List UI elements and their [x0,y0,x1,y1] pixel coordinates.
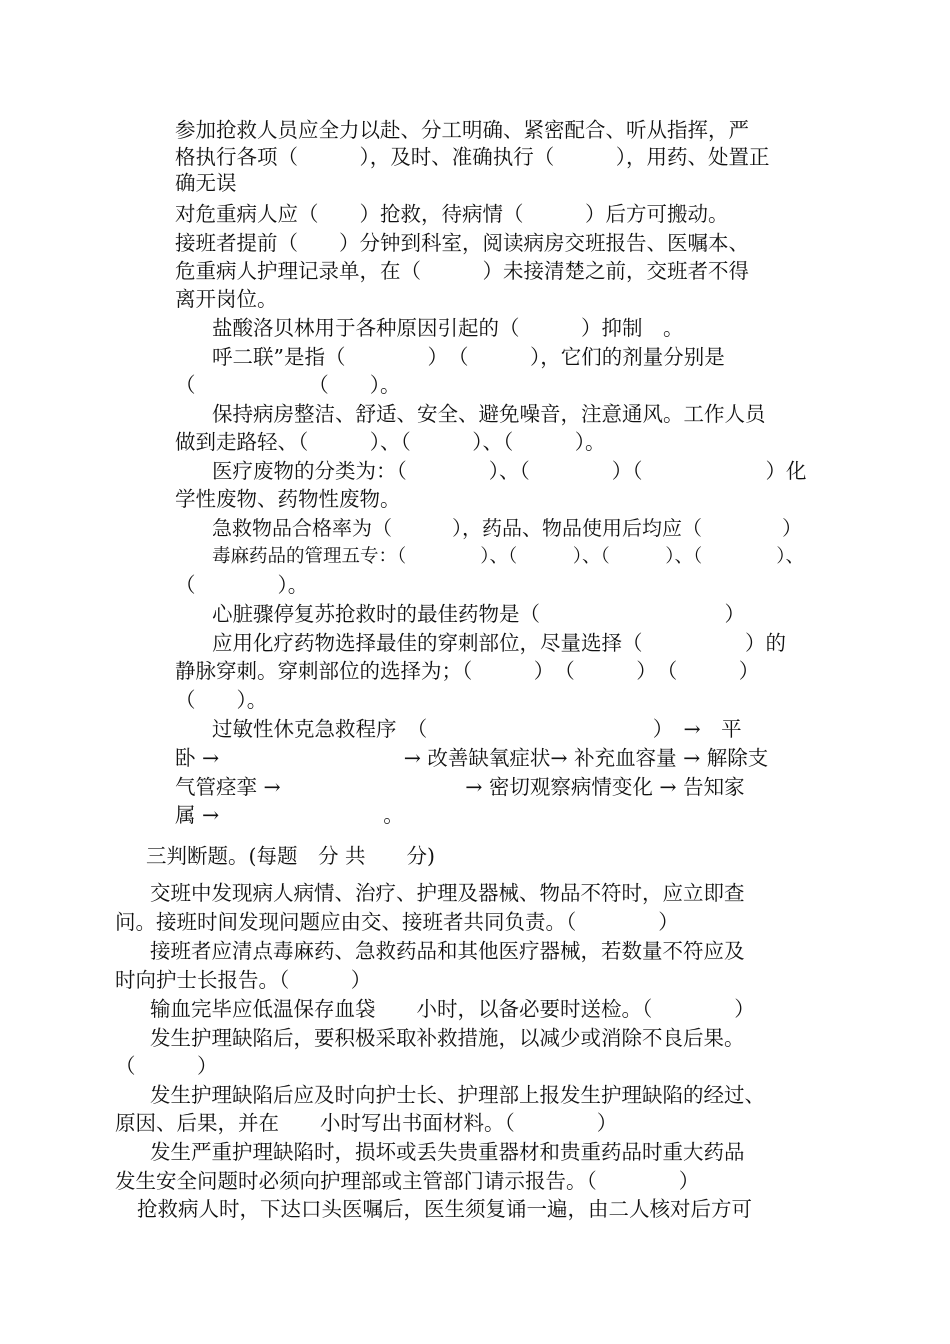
text-line: 心脏骤停复苏抢救时的最佳药物是（ ） [212,602,745,626]
text-line: 确无误 [175,171,237,195]
text-line: （ ）。 [175,688,268,712]
text-line: 离开岗位。 [175,287,278,311]
section-heading: 三判断题。(每题 分 共 分) [146,844,436,868]
text-line: 输血完毕应低温保存血袋 小时，以备必要时送检。（ ） [150,997,755,1021]
text-line: 保持病房整洁、舒适、安全、避免噪音，注意通风。工作人员 [212,402,766,426]
text-line: 接班者提前（ ）分钟到科室，阅读病房交班报告、医嘱本、 [175,231,749,255]
text-line: 呼二联”是指（ ） （ ），它们的剂量分别是 [212,345,725,369]
text-line: 盐酸洛贝林用于各种原因引起的（ ）抑制 。 [212,316,684,340]
text-line: （ （ ）。 [175,373,401,397]
text-line: 抢救病人时，下达口头医嘱后，医生须复诵一遍，由二人核对后方可 [137,1197,752,1221]
text-line: （ ）。 [175,573,309,597]
text-line: 危重病人护理记录单，在（ ）未接清楚之前，交班者不得 [175,259,749,283]
text-line: 气管痉挛 → → 密切观察病情变化 → 告知家 [175,775,745,799]
text-line: 毒麻药品的管理五专：（ ）、（ ）、（ ）、（ ）、 [212,546,805,567]
text-line: 应用化疗药物选择最佳的穿刺部位，尽量选择（ ）的 [212,631,786,655]
text-line: 静脉穿刺。穿刺部位的选择为；（ ） （ ） （ ） [175,659,760,683]
text-line: 属 → 。 [175,803,404,827]
text-line: 交班中发现病人病情、治疗、护理及器械、物品不符时，应立即查 [150,881,745,905]
text-line: 医疗废物的分类为：（ ）、（ ）（ ）化 [212,459,807,483]
text-line: 学性废物、药物性废物。 [175,487,401,511]
text-line: 原因、后果，并在 小时写出书面材料。（ ） [115,1111,618,1135]
text-line: 过敏性休克急救程序 （ ） → 平 [212,717,742,741]
text-line: 发生安全问题时必须向护理部或主管部门请示报告。（ ） [115,1169,700,1193]
text-line: 问。接班时间发现问题应由交、接班者共同负责。（ ） [115,910,679,934]
text-line: 发生严重护理缺陷时，损坏或丢失贵重器材和贵重药品时重大药品 [150,1140,745,1164]
text-line: 发生护理缺陷后，要积极采取补救措施，以减少或消除不良后果。 [150,1026,745,1050]
text-line: 时向护士长报告。（ ） [115,968,372,992]
text-line: （ ） [115,1054,218,1078]
text-line: 做到走路轻、（ ）、（ ）、（ ）。 [175,430,606,454]
text-line: 参加抢救人员应全力以赴、分工明确、紧密配合、听从指挥，严 [175,118,749,142]
text-line: 发生护理缺陷后应及时向护士长、护理部上报发生护理缺陷的经过、 [150,1083,765,1107]
text-line: 急救物品合格率为（ ），药品、物品使用后均应（ ） [212,516,802,540]
text-line: 接班者应清点毒麻药、急救药品和其他医疗器械，若数量不符应及 [150,939,745,963]
text-line: 格执行各项（ ），及时、准确执行（ ），用药、处置正 [175,145,770,169]
text-line: 对危重病人应（ ）抢救，待病情（ ）后方可搬动。 [175,202,729,226]
text-line: 卧 → → 改善缺氧症状→ 补充血容量 → 解除支 [175,746,769,770]
